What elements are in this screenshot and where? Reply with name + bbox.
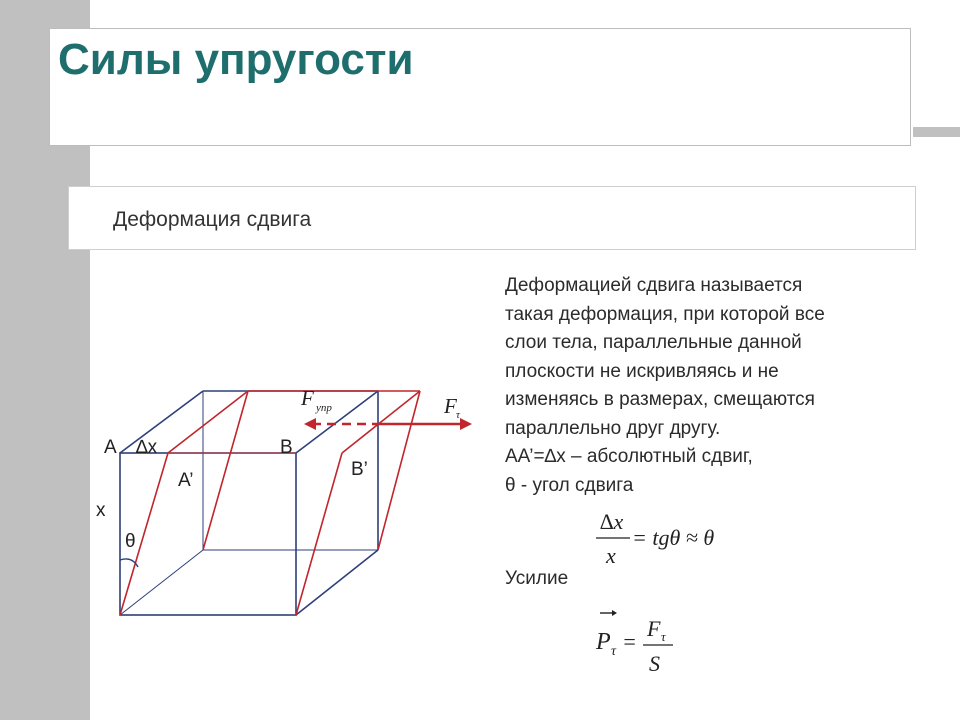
label-B: B (280, 437, 293, 458)
formula2-numerator: F (647, 616, 661, 641)
label-x: x (96, 500, 106, 521)
title-panel (49, 28, 911, 146)
formula2-lhs: P (596, 629, 611, 655)
shear-top-right (342, 391, 420, 453)
definition-line: слои тела, параллельные данной (505, 332, 802, 353)
definition-line: изменяясь в размерах, смещаются (505, 389, 815, 410)
vector-arrowhead-icon (612, 610, 617, 616)
definition-line: плоскости не искривляясь и не (505, 360, 779, 382)
effort-formula (590, 603, 700, 681)
definition-line: параллельно друг другу. (505, 417, 721, 439)
formula1-rhs: = tgθ ≈ θ (632, 525, 715, 550)
formula2-eq: = (622, 629, 637, 654)
box-top-left-edge (120, 391, 203, 453)
label-A-prime: A’ (178, 470, 194, 491)
box-top-right-edge (296, 391, 378, 453)
label-F-upr: F (301, 386, 314, 410)
shear-back-left (203, 391, 248, 550)
shear-front-left (120, 453, 168, 615)
label-F-upr-sub: упр (316, 402, 332, 414)
shear-angle-formula (590, 505, 750, 570)
box-front-face (120, 453, 296, 615)
label-dx: ∆x (136, 437, 158, 458)
sheared-shape (120, 391, 420, 615)
shear-top-left (168, 391, 248, 453)
formula2-numerator-sub: τ (661, 629, 666, 644)
formula1-denominator: x (606, 543, 616, 568)
slide-subtitle: Деформация сдвига (113, 208, 312, 231)
original-box (120, 391, 378, 615)
definition-line: Деформацией сдвига называется (505, 275, 803, 296)
theta-arc-icon (120, 559, 138, 567)
label-B-prime: B’ (351, 459, 368, 480)
slide-title: Силы упругости (58, 35, 414, 84)
effort-label: Усилие (505, 568, 569, 589)
definition-line: такая деформация, при которой все (505, 303, 825, 325)
box-hidden-diagonal (120, 550, 203, 615)
shear-back-right (378, 391, 420, 550)
label-F-tau-sub: τ (456, 409, 460, 421)
box-bottom-right-edge (296, 550, 378, 615)
formula2-denominator: S (649, 651, 660, 676)
right-decor-stub (913, 127, 960, 137)
elastic-force-arrowhead-icon (304, 418, 316, 430)
label-theta: θ (125, 531, 136, 552)
absolute-shift-line: АА’=∆x – абсолютный сдвиг, (505, 446, 753, 467)
shear-angle-line: θ - угол сдвига (505, 474, 634, 496)
tangential-force-arrowhead-icon (460, 418, 472, 430)
shear-front-right (296, 453, 342, 615)
subtitle-panel (68, 186, 916, 250)
formula2-lhs-sub: τ (611, 644, 617, 659)
formula1-numerator: ∆x (600, 509, 624, 534)
label-A: A (104, 437, 117, 458)
label-F-tau: F (444, 394, 457, 418)
definition-text (505, 272, 925, 500)
